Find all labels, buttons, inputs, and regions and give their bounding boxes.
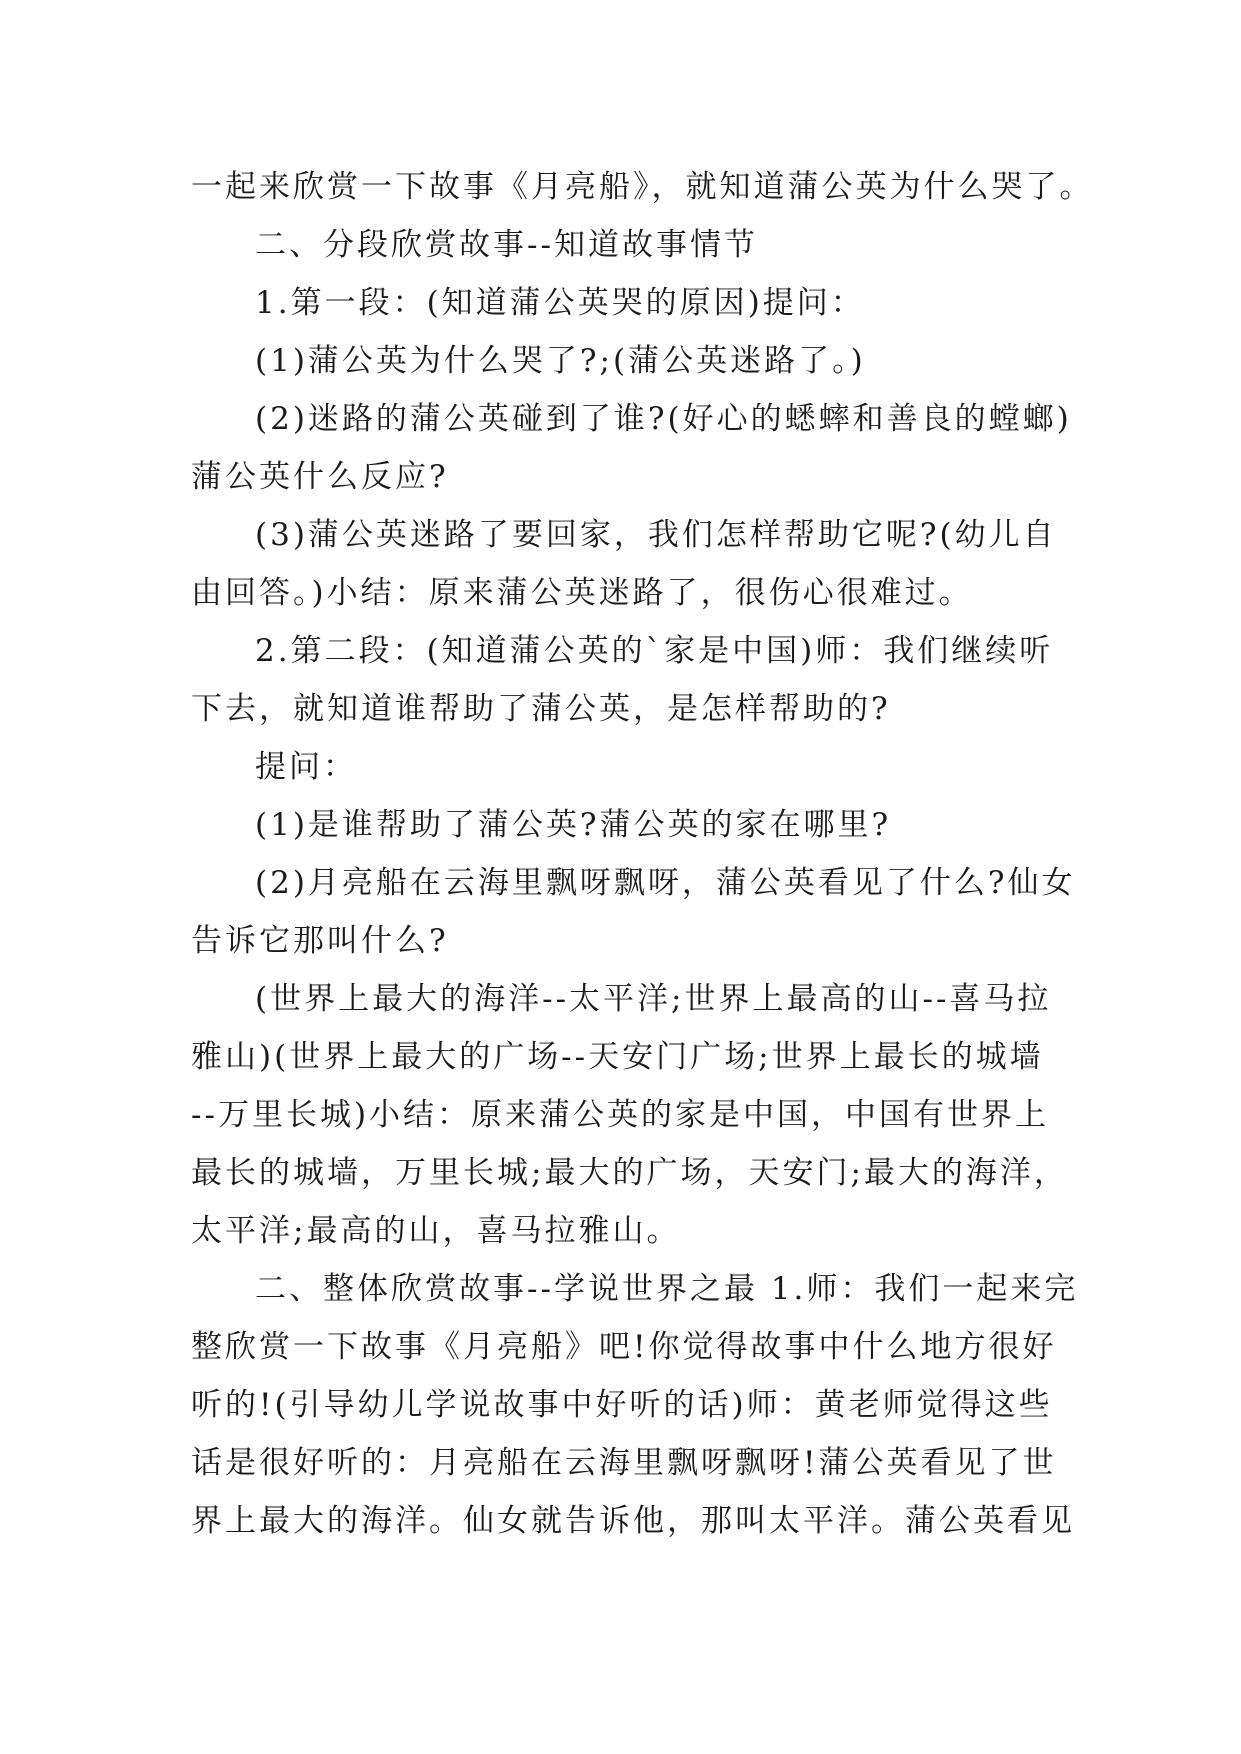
text-line: 2.第二段：(知道蒲公英的`家是中国)师：我们继续听: [255, 633, 1054, 669]
text-line: 话是很好听的：月亮船在云海里飘呀飘呀!蒲公英看见了世: [191, 1445, 1057, 1481]
text-line: 告诉它那叫什么?: [191, 923, 449, 959]
text-line: 下去，就知道谁帮助了蒲公英，是怎样帮助的?: [191, 691, 891, 727]
text-line: (世界上最大的海洋--太平洋;世界上最高的山--喜马拉: [255, 981, 1052, 1017]
text-line: 雅山)(世界上最大的广场--天安门广场;世界上最长的城墙: [191, 1039, 1044, 1075]
text-line: 提问：: [255, 749, 357, 785]
text-line: (2)月亮船在云海里飘呀飘呀，蒲公英看见了什么?仙女: [255, 865, 1076, 901]
text-line: 1.第一段：(知道蒲公英哭的原因)提问：: [255, 285, 865, 321]
text-line: 整欣赏一下故事《月亮船》吧!你觉得故事中什么地方很好: [191, 1329, 1057, 1365]
text-line: 太平洋;最高的山，喜马拉雅山。: [191, 1213, 681, 1249]
text-line: (2)迷路的蒲公英碰到了谁?(好心的蟋蟀和善良的螳螂): [255, 401, 1072, 437]
text-line: 最长的城墙，万里长城;最大的广场，天安门;最大的海洋，: [191, 1155, 1068, 1191]
text-line: 听的!(引导幼儿学说故事中好听的话)师：黄老师觉得这些: [191, 1387, 1053, 1423]
text-line: (1)是谁帮助了蒲公英?蒲公英的家在哪里?: [255, 807, 892, 843]
text-line: 蒲公英什么反应?: [191, 459, 449, 495]
document-body: [191, 158, 1094, 1550]
section-heading: 二、整体欣赏故事--学说世界之最 1.师：我们一起来完: [255, 1271, 1079, 1307]
text-line: 由回答。)小结：原来蒲公英迷路了，很伤心很难过。: [191, 575, 973, 611]
text-line: 一起来欣赏一下故事《月亮船》，就知道蒲公英为什么哭了。: [191, 169, 1094, 205]
text-line: (1)蒲公英为什么哭了?;(蒲公英迷路了。): [255, 343, 866, 379]
section-heading: 二、分段欣赏故事--知道故事情节: [255, 227, 758, 263]
text-line: 界上最大的海洋。仙女就告诉他，那叫太平洋。蒲公英看见: [191, 1503, 1075, 1539]
text-line: --万里长城)小结：原来蒲公英的家是中国，中国有世界上: [191, 1097, 1050, 1133]
text-line: (3)蒲公英迷路了要回家，我们怎样帮助它呢?(幼儿自: [255, 517, 1057, 553]
